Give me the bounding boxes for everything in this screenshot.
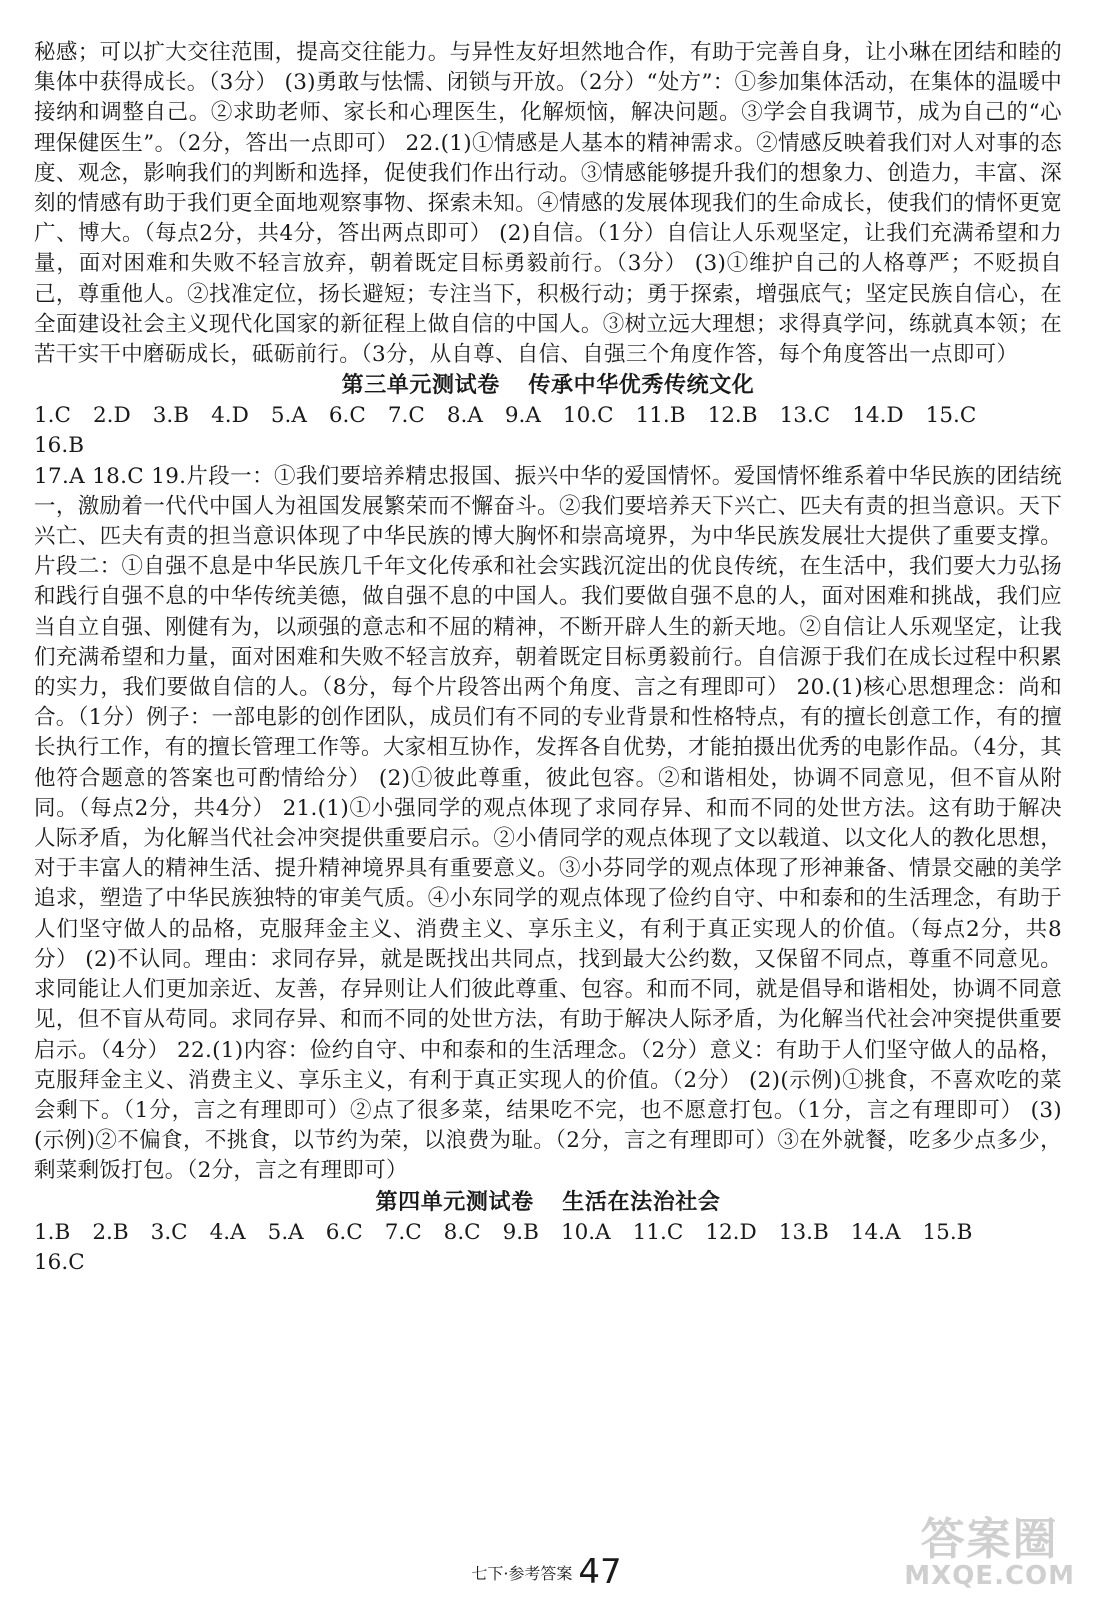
answer-item: 6.C — [325, 1219, 363, 1245]
watermark-logo — [904, 1513, 1075, 1591]
answer-item: 13.B — [778, 1219, 829, 1245]
unit3-answer-list — [34, 401, 1062, 461]
unit4-title: 第四单元测试卷 — [375, 1189, 534, 1215]
answer-item: 14.A — [850, 1219, 901, 1245]
answer-item: 4.D — [211, 403, 249, 429]
answer-page — [34, 38, 1062, 1278]
answer-item: 11.C — [632, 1219, 684, 1245]
unit4-heading — [34, 1188, 1062, 1218]
answer-item: 4.A — [209, 1219, 246, 1245]
answer-item: 5.A — [267, 1219, 304, 1245]
answer-item: 7.C — [384, 1219, 422, 1245]
answer-item: 14.D — [852, 403, 904, 429]
answer-item: 8.C — [443, 1219, 481, 1245]
page-number: 47 — [578, 1552, 622, 1592]
unit3-paragraph: 17.A 18.C 19.片段一：①我们要培养精忠报国、振兴中华的爱国情怀。爱国情怀维系着中华民族的团结统一，激励着一代代中国人为祖国发展繁荣而不懈奋斗。②我们要培养天下兴亡、匹夫有责的担当意识。天下兴亡、匹夫有责的担当意识体现了中华民族的博大胸怀和崇高境界，为中华民族发展壮大提供了重要支撑。片段二：①自强不息是中华民族几千年文化传承和社会实践沉淀出的优良传统，在生活中，我们要大力弘扬和践行自强不息的中华传统美德，做自强不息的中国人。我们要做自强不息的人，面对困难和挑战，我们应当自立自强、刚健有为，以顽强的意志和不屈的精神，不断开辟人生的新天地。②自信让人乐观坚定，让我们充满希望和力量，面对困难和失败不轻言放弃，朝着既定目标勇毅前行。自信源于我们在成长过程中积累的实力，我们要做自信的人。（8分，每个片段答出两个角度、言之有理即可） 20.(1)核心思想理念：尚和合。（1分）例子：一部电影的创作团队，成员们有不同的专业背景和性格特点，有的擅长创意工作，有的擅长执行工作，有的擅长管理工作等。大家相互协作，发挥各自优势，才能拍摄出优秀的电影作品。（4分，其他符合题意的答案也可酌情给分） (2)①彼此尊重，彼此包容。②和谐相处，协调不同意见，但不盲从附同。（每点2分，共4分） 21.(1)①小强同学的观点体现了求同存异、和而不同的处世方法。这有助于解决人际矛盾，为化解当代社会冲突提供重要启示。②小倩同学的观点体现了文以载道、以文化人的教化思想，对于丰富人的精神生活、提升精神境界具有重要意义。③小芬同学的观点体现了形神兼备、情景交融的美学追求，塑造了中华民族独特的审美气质。④小东同学的观点体现了俭约自守、中和泰和的生活理念，有助于人们坚守做人的品格，克服拜金主义、消费主义、享乐主义，有利于真正实现人的价值。（每点2分，共8分） (2)不认同。理由：求同存异，就是既找出共同点，找到最大公约数，又保留不同点，尊重不同意见。求同能让人们更加亲近、友善，存异则让人们彼此尊重、包容。和而不同，就是倡导和谐相处，协调不同意见，但不盲从苟同。求同存异、和而不同的处世方法，有助于解决人际矛盾，为化解当代社会冲突提供重要启示。（4分） 22.(1)内容：俭约自守、中和泰和的生活理念。（2分）意义：有助于人们坚守做人的品格，克服拜金主义、消费主义、享乐主义，有利于真正实现人的价值。（2分） (2)(示例)①挑食，不喜欢吃的菜会剩下。（1分，言之有理即可）②点了很多菜，结果吃不完，也不愿意打包。（1分，言之有理即可） (3)(示例)②不偏食，不挑食，以节约为荣，以浪费为耻。（2分，言之有理即可）③在外就餐，吃多少点多少，剩菜剩饭打包。（2分，言之有理即可） — [34, 463, 1062, 1184]
answer-item: 9.A — [504, 403, 541, 429]
unit3-heading — [34, 371, 1062, 401]
section1-paragraph: 秘感；可以扩大交往范围，提高交往能力。与异性友好坦然地合作，有助于完善自身，让小琳在团结和睦的集体中获得成长。（3分） (3)勇敢与怯懦、闭锁与开放。（2分）“处方”：①参加集体活动，在集体的温暖中接纳和调整自己。②求助老师、家长和心理医生，化解烦恼，解决问题。③学会自我调节，成为自己的“心理保健医生”。（2分，答出一点即可） 22.(1)①情感是人基本的精神需求。②情感反映着我们对人对事的态度、观念，影响我们的判断和选择，促使我们作出行动。③情感能够提升我们的想象力、创造力，丰富、深刻的情感有助于我们更全面地观察事物、探索未知。④情感的发展体现我们的生命成长，使我们的情怀更宽广、博大。（每点2分，共4分，答出两点即可） (2)自信。（1分）自信让人乐观坚定，让我们充满希望和力量，面对困难和失败不轻言放弃，朝着既定目标勇毅前行。（3分） (3)①维护自己的人格尊严；不贬损自己，尊重他人。②找准定位，扬长避短；专注当下，积极行动；勇于探索，增强底气；坚定民族自信心，在全面建设社会主义现代化国家的新征程上做自信的中国人。③树立远大理想；求得真学问，练就真本领；在苦干实干中磨砺成长，砥砺前行。（3分，从自尊、自信、自强三个角度作答，每个角度答出一点即可） — [34, 40, 1062, 368]
answer-item: 16.C — [34, 1249, 85, 1275]
unit4-subtitle: 生活在法治社会 — [562, 1189, 721, 1215]
answer-item: 16.B — [34, 433, 84, 459]
footer-label: 七下·参考答案 — [471, 1564, 573, 1583]
watermark-cn: 答案圈 — [920, 1513, 1059, 1565]
answer-item: 10.A — [560, 1219, 611, 1245]
unit4-answer-list — [34, 1218, 1062, 1278]
watermark-en: MXQE.COM — [904, 1560, 1075, 1591]
answer-item: 13.C — [779, 403, 831, 429]
answer-item: 6.C — [328, 403, 366, 429]
answer-item: 7.C — [387, 403, 425, 429]
answer-item: 5.A — [270, 403, 307, 429]
answer-item: 3.B — [152, 403, 190, 429]
answer-item: 11.B — [635, 403, 686, 429]
answer-item: 12.B — [707, 403, 758, 429]
answer-item: 12.D — [705, 1219, 757, 1245]
answer-item: 1.C — [34, 403, 71, 429]
unit3-title: 第三单元测试卷 — [341, 373, 500, 399]
answer-item: 10.C — [562, 403, 614, 429]
answer-item: 2.B — [92, 1219, 129, 1245]
answer-item: 9.B — [502, 1219, 539, 1245]
answer-item: 15.B — [922, 1219, 973, 1245]
answer-item: 3.C — [150, 1219, 188, 1245]
answer-item: 1.B — [34, 1219, 71, 1245]
answer-item: 15.C — [925, 403, 977, 429]
unit3-subtitle: 传承中华优秀传统文化 — [528, 373, 755, 399]
answer-item: 2.D — [92, 403, 131, 429]
answer-item: 8.A — [446, 403, 483, 429]
